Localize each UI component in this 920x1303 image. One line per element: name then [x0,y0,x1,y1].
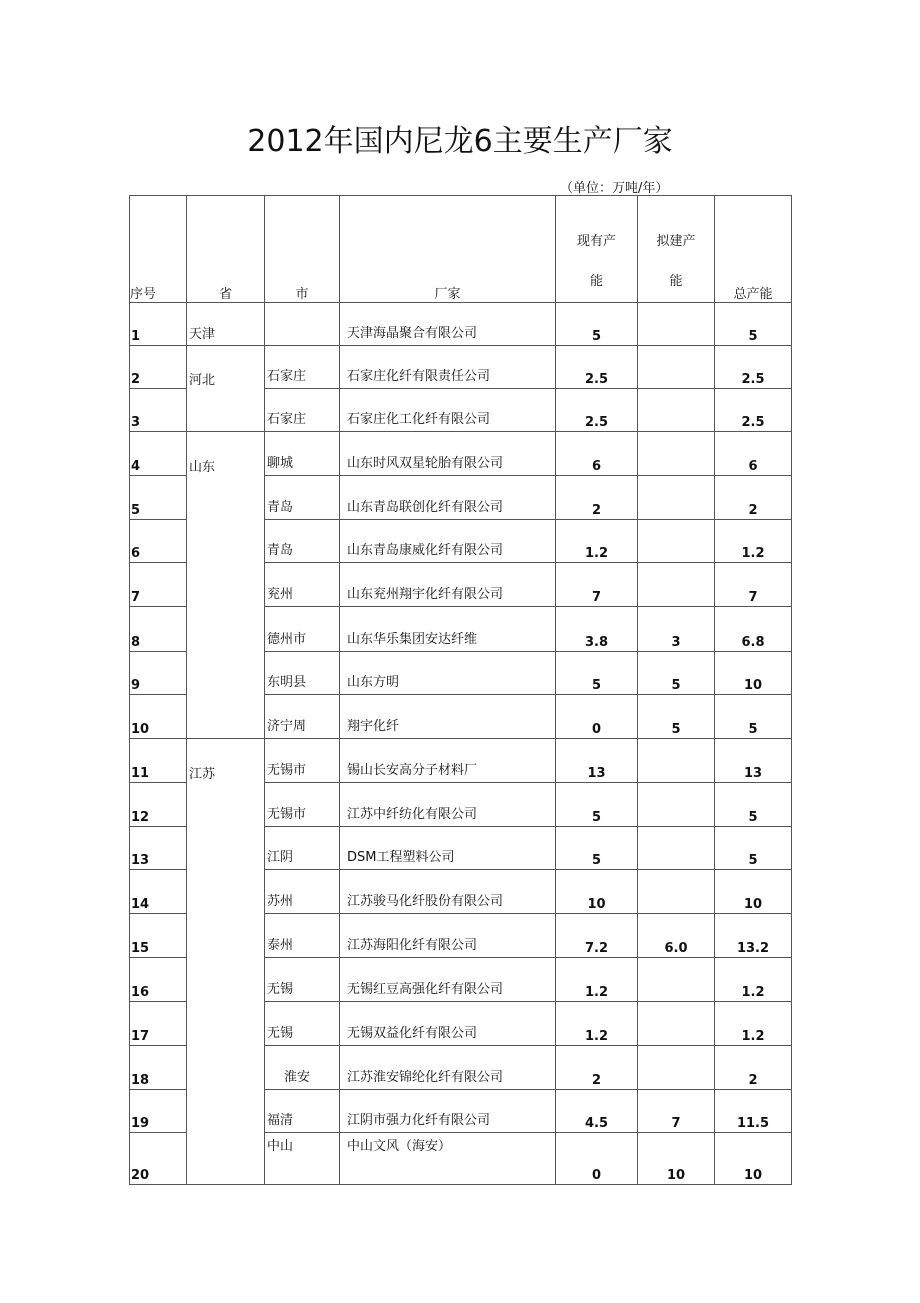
cell-city: 淮安 [265,1046,340,1090]
cell-city: 德州市 [265,607,340,652]
table-row [130,303,792,346]
cell-factory: 山东华乐集团安达纤维 [340,607,556,652]
cell-total: 5 [715,827,792,870]
header-factory [340,196,556,303]
header-total [715,196,792,303]
cell-factory: 江苏淮安锦纶化纤有限公司 [340,1046,556,1090]
cell-seq: 8 [130,607,187,652]
cell-seq: 6 [130,520,187,563]
cell-seq: 12 [130,783,187,827]
cell-total: 1.2 [715,520,792,563]
cell-city: 江阴 [265,827,340,870]
cell-city: 福清 [265,1090,340,1133]
cell-total: 1.2 [715,1002,792,1046]
cell-total: 2.5 [715,389,792,432]
cell-seq: 13 [130,827,187,870]
cell-seq: 15 [130,914,187,958]
header-seq-label: 序号 [130,287,157,302]
cell-existing: 5 [556,652,638,695]
cell-planned [638,432,715,476]
cell-city: 无锡 [265,1002,340,1046]
cell-factory: 山东时风双星轮胎有限公司 [340,432,556,476]
cell-planned [638,958,715,1002]
cell-seq: 17 [130,1002,187,1046]
cell-city: 青岛 [265,476,340,520]
cell-planned [638,1046,715,1090]
cell-planned: 5 [638,695,715,739]
cell-existing: 2 [556,476,638,520]
cell-city: 济宁周 [265,695,340,739]
cell-seq: 1 [130,303,187,346]
cell-planned: 3 [638,607,715,652]
cell-seq: 11 [130,739,187,783]
cell-seq: 16 [130,958,187,1002]
cell-existing: 5 [556,783,638,827]
cell-city: 石家庄 [265,346,340,389]
cell-planned [638,476,715,520]
header-city [265,196,340,303]
cell-total: 2 [715,1046,792,1090]
header-existing-line1: 现有产 [576,234,616,249]
cell-seq: 10 [130,695,187,739]
header-planned [638,196,715,303]
cell-city: 聊城 [265,432,340,476]
table-row [130,346,792,389]
cell-existing: 1.2 [556,958,638,1002]
cell-seq: 9 [130,652,187,695]
cell-total: 5 [715,783,792,827]
cell-city: 泰州 [265,914,340,958]
cell-city: 兖州 [265,563,340,607]
cell-planned [638,563,715,607]
cell-planned: 5 [638,652,715,695]
cell-existing: 7 [556,563,638,607]
table-row [130,432,792,476]
cell-province: 江苏 [187,739,265,1185]
cell-planned [638,1002,715,1046]
cell-city: 无锡市 [265,739,340,783]
cell-existing: 10 [556,870,638,914]
cell-province: 山东 [187,432,265,739]
header-planned-line2: 能 [669,274,683,289]
cell-factory: 江苏骏马化纤股份有限公司 [340,870,556,914]
cell-total: 13.2 [715,914,792,958]
cell-existing: 7.2 [556,914,638,958]
cell-city: 无锡市 [265,783,340,827]
cell-factory: 江苏海阳化纤有限公司 [340,914,556,958]
cell-existing: 4.5 [556,1090,638,1133]
cell-planned [638,520,715,563]
cell-total: 13 [715,739,792,783]
cell-city: 石家庄 [265,389,340,432]
cell-seq: 20 [130,1133,187,1185]
header-factory-label: 厂家 [434,287,461,302]
cell-seq: 4 [130,432,187,476]
cell-city: 中山 [265,1133,340,1185]
cell-existing: 5 [556,827,638,870]
cell-factory: 石家庄化纤有限责任公司 [340,346,556,389]
cell-planned: 7 [638,1090,715,1133]
cell-existing: 5 [556,303,638,346]
header-planned-line1: 拟建产 [656,234,696,249]
cell-planned [638,827,715,870]
cell-seq: 18 [130,1046,187,1090]
cell-planned [638,870,715,914]
cell-total: 10 [715,652,792,695]
cell-province: 天津 [187,303,265,346]
cell-factory: 天津海晶聚合有限公司 [340,303,556,346]
cell-factory: 山东青岛康威化纤有限公司 [340,520,556,563]
cell-existing: 13 [556,739,638,783]
cell-total: 5 [715,303,792,346]
cell-city: 青岛 [265,520,340,563]
cell-factory: 山东兖州翔宇化纤有限公司 [340,563,556,607]
cell-factory: DSM工程塑料公司 [340,827,556,870]
table-row [130,739,792,783]
header-province [187,196,265,303]
cell-factory: 山东青岛联创化纤有限公司 [340,476,556,520]
cell-city [265,303,340,346]
cell-seq: 7 [130,563,187,607]
cell-factory: 无锡双益化纤有限公司 [340,1002,556,1046]
cell-planned [638,346,715,389]
cell-planned: 6.0 [638,914,715,958]
cell-seq: 3 [130,389,187,432]
cell-factory: 石家庄化工化纤有限公司 [340,389,556,432]
cell-total: 10 [715,1133,792,1185]
cell-existing: 2 [556,1046,638,1090]
cell-factory: 江苏中纤纺化有限公司 [340,783,556,827]
cell-total: 2 [715,476,792,520]
header-existing-line2: 能 [589,274,603,289]
cell-total: 6 [715,432,792,476]
cell-total: 10 [715,870,792,914]
cell-total: 7 [715,563,792,607]
cell-total: 1.2 [715,958,792,1002]
cell-existing: 2.5 [556,346,638,389]
header-row [130,196,792,303]
cell-factory: 中山文风（海安） [340,1133,556,1185]
header-total-label: 总产能 [733,287,773,302]
header-seq [130,196,187,303]
cell-planned [638,783,715,827]
cell-existing: 3.8 [556,607,638,652]
cell-factory: 无锡红豆高强化纤有限公司 [340,958,556,1002]
cell-factory: 江阴市强力化纤有限公司 [340,1090,556,1133]
cell-existing: 2.5 [556,389,638,432]
cell-existing: 0 [556,1133,638,1185]
cell-planned: 10 [638,1133,715,1185]
cell-planned [638,303,715,346]
cell-seq: 19 [130,1090,187,1133]
cell-city: 苏州 [265,870,340,914]
cell-province: 河北 [187,346,265,432]
producers-table [129,195,792,1185]
cell-total: 2.5 [715,346,792,389]
cell-total: 6.8 [715,607,792,652]
cell-seq: 2 [130,346,187,389]
header-city-label: 市 [295,287,309,302]
cell-city: 无锡 [265,958,340,1002]
cell-total: 5 [715,695,792,739]
cell-existing: 0 [556,695,638,739]
cell-factory: 山东方明 [340,652,556,695]
cell-seq: 14 [130,870,187,914]
cell-total: 11.5 [715,1090,792,1133]
cell-seq: 5 [130,476,187,520]
cell-planned [638,739,715,783]
cell-existing: 1.2 [556,520,638,563]
table-body [130,303,792,1185]
cell-city: 东明县 [265,652,340,695]
cell-existing: 6 [556,432,638,476]
header-existing [556,196,638,303]
unit-note: （单位：万吨/年） [560,181,669,196]
cell-factory: 翔宇化纤 [340,695,556,739]
cell-existing: 1.2 [556,1002,638,1046]
page-title: 2012年国内尼龙6主要生产厂家 [247,124,673,159]
cell-factory: 锡山长安高分子材料厂 [340,739,556,783]
header-province-label: 省 [218,287,232,302]
cell-planned [638,389,715,432]
